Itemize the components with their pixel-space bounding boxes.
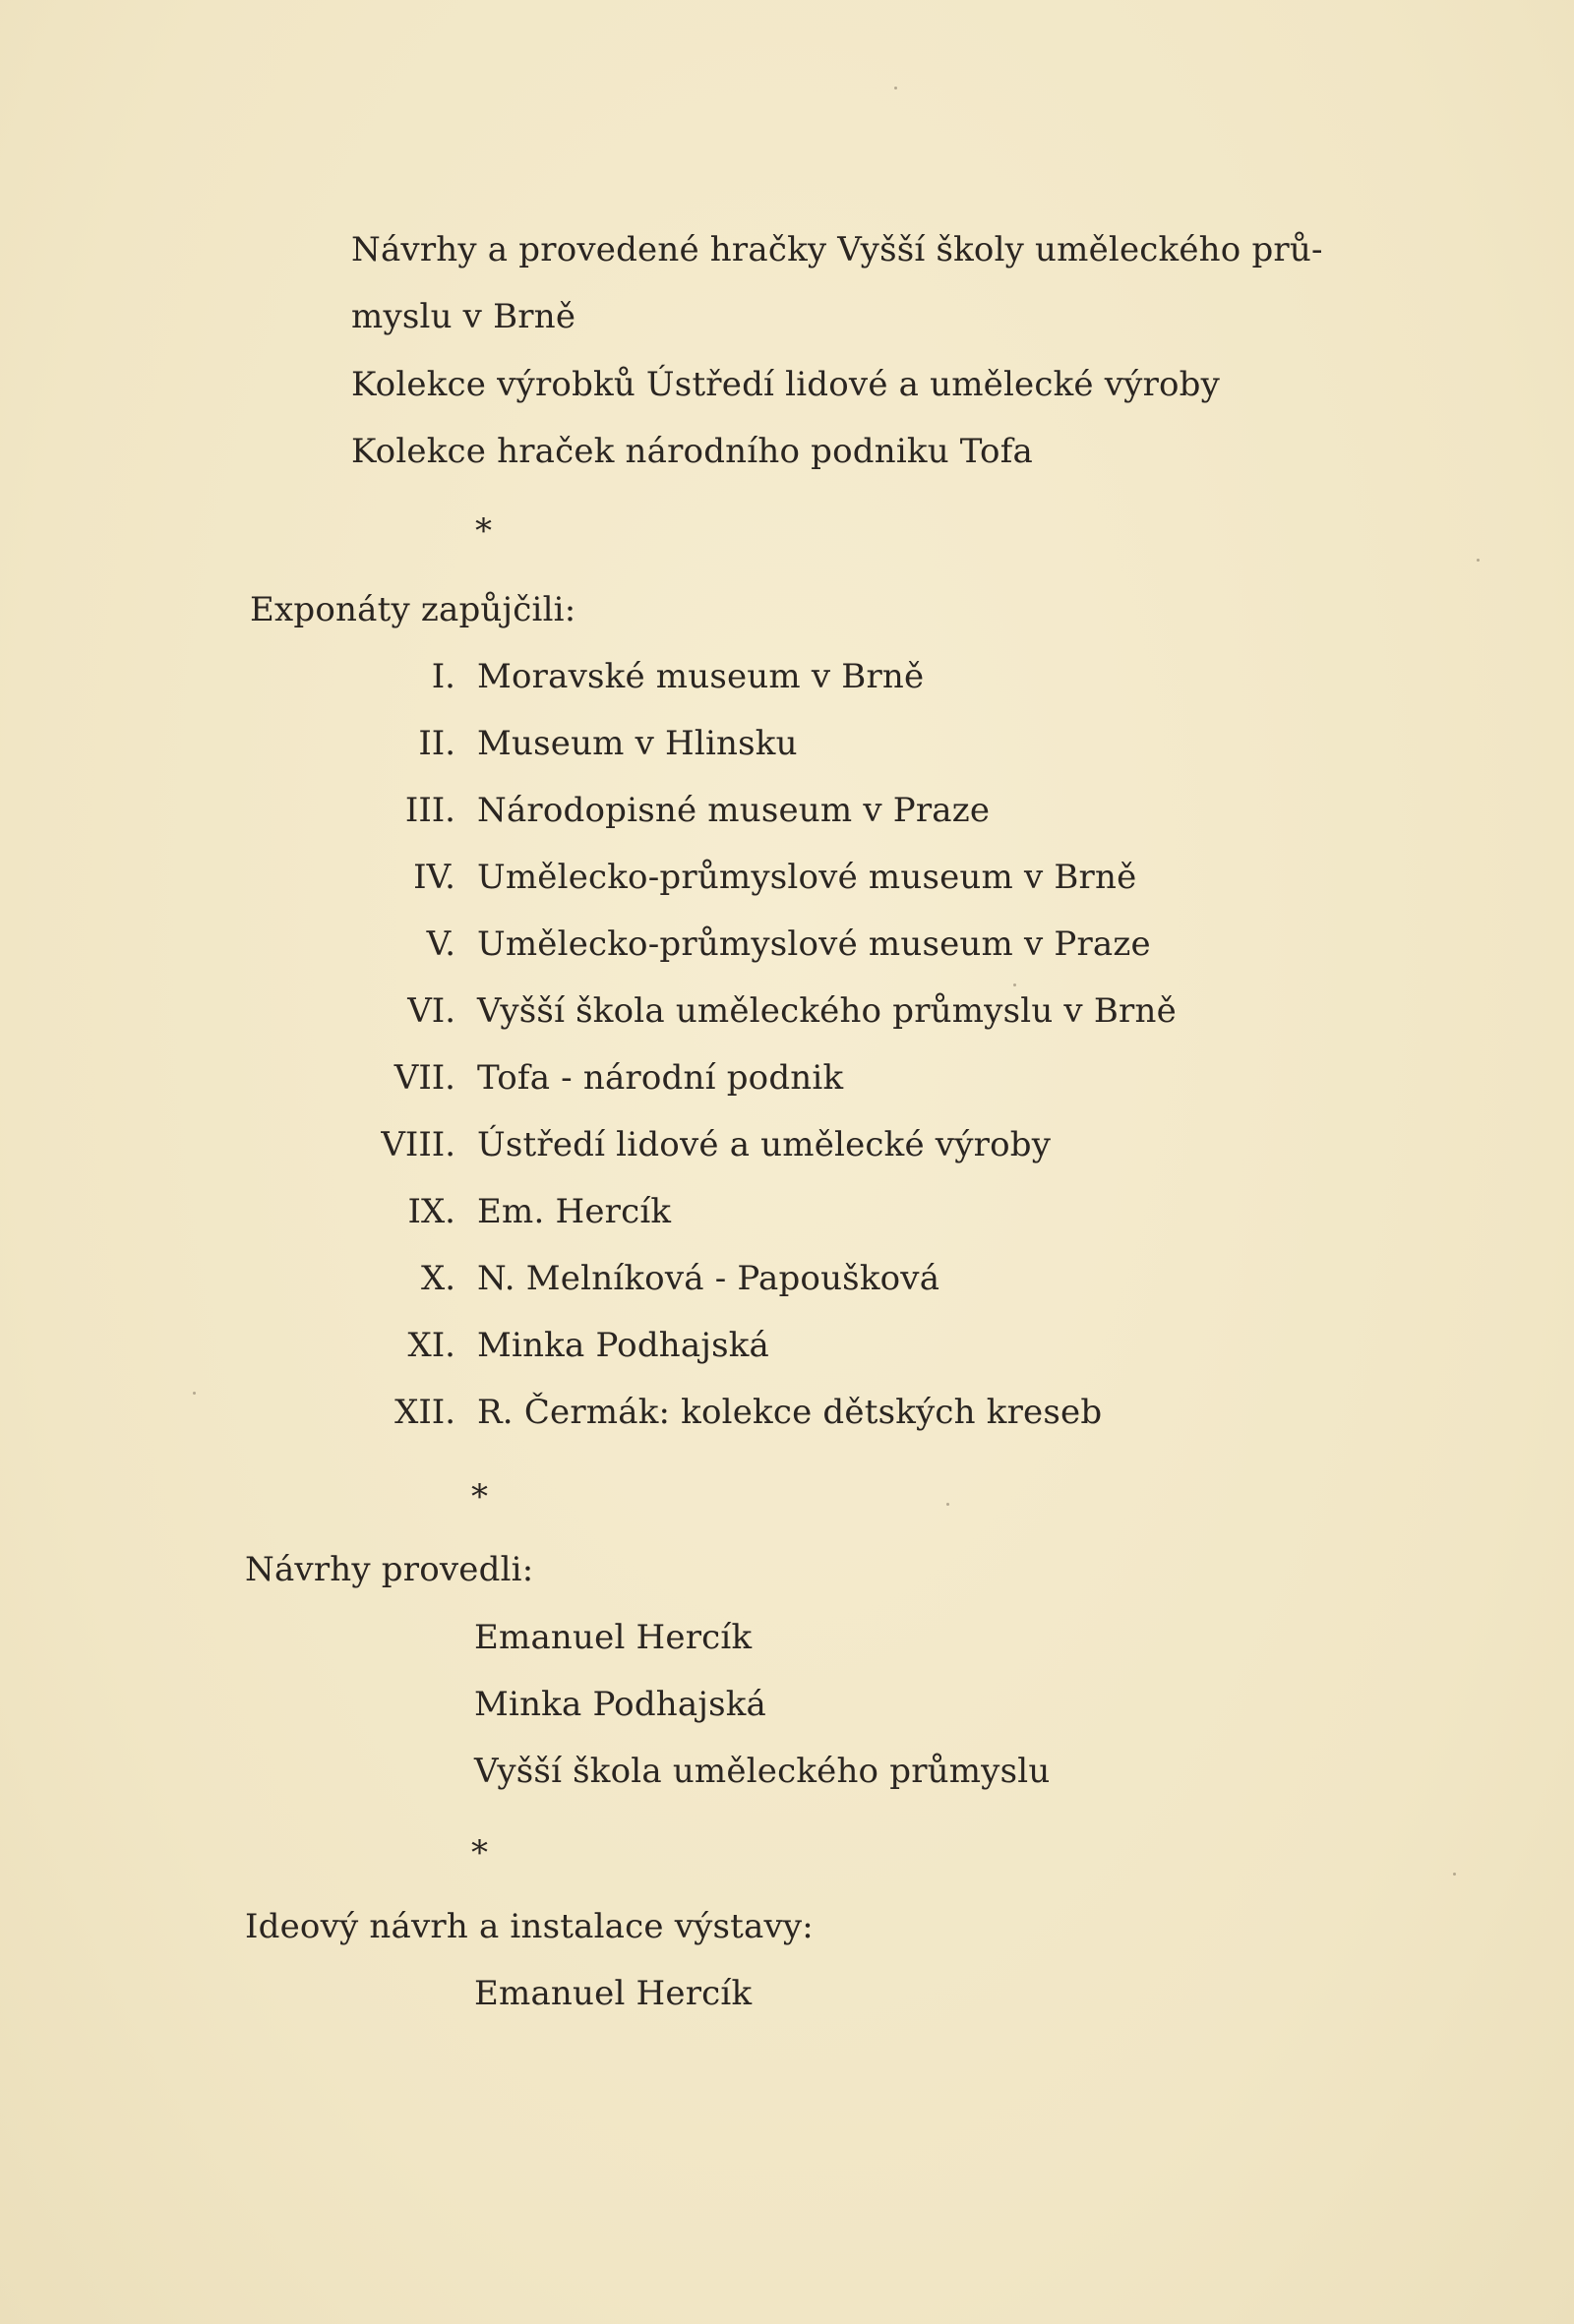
concept-heading: Ideový návrh a instalace výstavy: — [245, 1907, 814, 1946]
lenders-heading: Exponáty zapůjčili: — [250, 590, 576, 629]
paper-speck — [894, 87, 897, 89]
intro-line-2: myslu v Brně — [351, 297, 576, 336]
concept-name: Emanuel Hercík — [474, 1974, 753, 2013]
lender-num: VII. — [394, 1058, 455, 1098]
lender-num: III. — [404, 791, 455, 830]
lender-name: Moravské museum v Brně — [477, 657, 925, 696]
lender-num: V. — [426, 924, 455, 964]
intro-line-3: Kolekce výrobků Ústředí lidové a umělecké výroby — [351, 365, 1221, 404]
intro-line-4: Kolekce hraček národního podniku Tofa — [351, 432, 1033, 471]
lender-num: IX. — [407, 1192, 455, 1231]
designer-name: Vyšší škola uměleckého průmyslu — [474, 1752, 1051, 1791]
lender-name: Em. Hercík — [477, 1192, 672, 1231]
lender-name: Národopisné museum v Praze — [477, 791, 991, 830]
lender-num: IV. — [413, 858, 455, 897]
lender-name: Museum v Hlinsku — [477, 724, 798, 763]
designer-name: Minka Podhajská — [474, 1685, 767, 1724]
lender-name: Umělecko-průmyslové museum v Brně — [477, 858, 1137, 897]
paper-speck — [946, 1503, 949, 1506]
lender-num: XI. — [407, 1326, 455, 1365]
lender-name: Ústředí lidové a umělecké výroby — [477, 1125, 1052, 1164]
separator-1: * — [475, 511, 492, 551]
lender-name: Vyšší škola uměleckého průmyslu v Brně — [477, 991, 1177, 1031]
paper-speck — [193, 1392, 196, 1395]
designers-heading: Návrhy provedli: — [245, 1550, 534, 1589]
lender-name: Minka Podhajská — [477, 1326, 770, 1365]
designer-name: Emanuel Hercík — [474, 1618, 753, 1657]
lender-num: VI. — [407, 991, 455, 1031]
lender-name: R. Čermák: kolekce dětských kreseb — [477, 1393, 1103, 1432]
paper-speck — [1453, 1873, 1456, 1876]
separator-3: * — [471, 1833, 488, 1873]
lender-num: VIII. — [381, 1125, 455, 1164]
lender-num: X. — [420, 1259, 455, 1298]
separator-2: * — [471, 1477, 488, 1517]
paper-speck — [1477, 559, 1480, 562]
lender-num: XII. — [394, 1393, 455, 1432]
lender-num: I. — [431, 657, 455, 696]
lender-name: Umělecko-průmyslové museum v Praze — [477, 924, 1151, 964]
lender-name: N. Melníková - Papoušková — [477, 1259, 940, 1298]
lender-num: II. — [418, 724, 455, 763]
intro-line-1: Návrhy a provedené hračky Vyšší školy uměleckého prů- — [351, 230, 1323, 269]
paper-speck — [1013, 983, 1016, 986]
lender-name: Tofa - národní podnik — [477, 1058, 844, 1098]
